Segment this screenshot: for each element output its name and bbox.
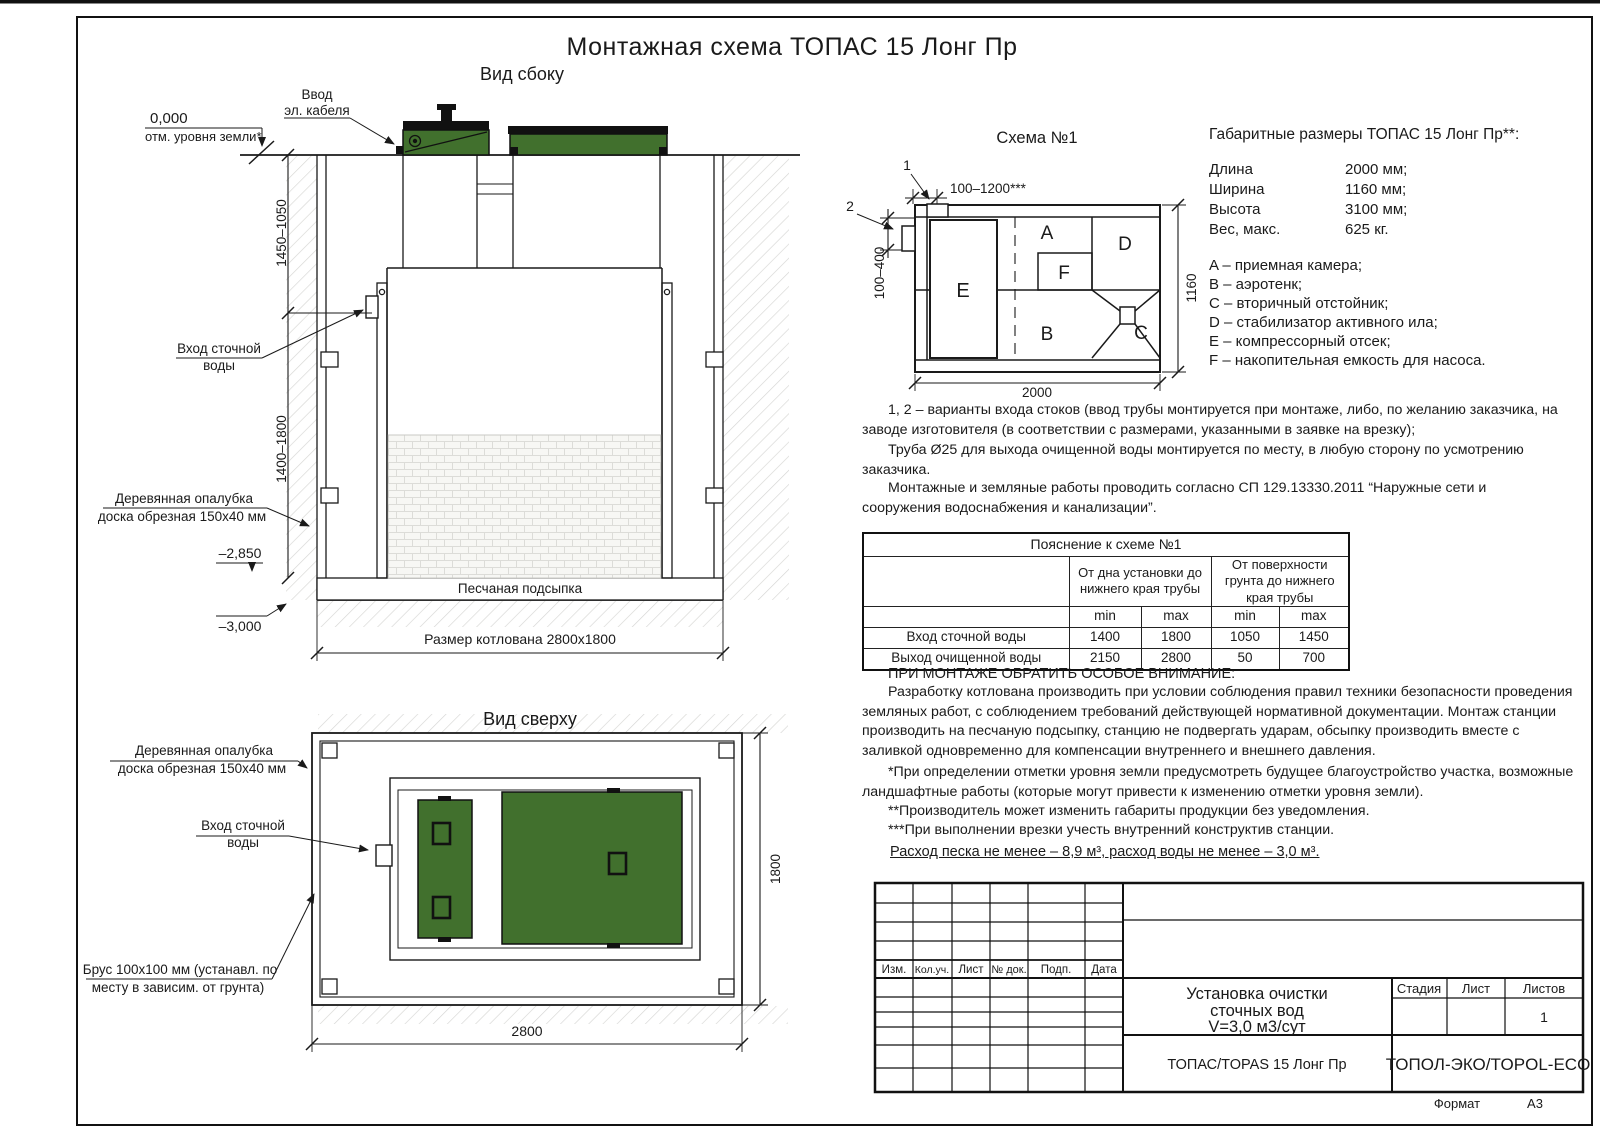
title-block: [875, 883, 1590, 1111]
table-max-header: max: [1141, 606, 1211, 627]
rev-grid-horizontals: [875, 903, 1123, 1068]
specs-list: [1209, 160, 1539, 240]
cell-value: 1400: [1069, 627, 1141, 648]
attention-body: Разработку котлована производить при условии соблюдения правил техники безопасности проведения земляных работ, с соблюдением требований действующей нормативной документации. Монтаж станции производить на песчаную подсыпку, станцию не подвергать ударам, обсыпку производить вместе с заливкой одновременно для компенсации внутреннего и внешнего давления.: [862, 684, 1573, 759]
spec-row: [1209, 180, 1539, 200]
consumption-note: Расход песка не менее – 8,9 м³, расход воды не менее – 3,0 м³.: [890, 844, 1320, 860]
dim-inlet-side-label: 100–400: [872, 246, 887, 300]
table-group-header: От дна установки до нижнего края трубы: [1069, 557, 1211, 607]
attention-heading: ПРИ МОНТАЖЕ ОБРАТИТЬ ОСОБОЕ ВНИМАНИЕ:: [888, 666, 1236, 682]
tank-rib-left: [377, 283, 387, 578]
legend-item: D – стабилизатор активного ила;: [1209, 314, 1438, 331]
top-view-title: Вид сверху: [483, 709, 577, 729]
rev-col-label: Дата: [1091, 964, 1117, 976]
legend-item: E – компрессорный отсек;: [1209, 333, 1391, 350]
spec-label: Вес, макс.: [1209, 221, 1281, 238]
note-regulations: Монтажные и земляные работы проводить согласно СП 129.13330.2011 “Наружные сети и сооружения водоснабжения и канализации”.: [862, 480, 1487, 516]
note-outlet-pipe: Труба Ø25 для выхода очищенной воды монтируется по месту, в любую сторону по усмотрению заказчика.: [862, 442, 1524, 478]
beam-leader: [272, 894, 314, 979]
clarifier-center: [1120, 307, 1135, 324]
page-title: Монтажная схема ТОПАС 15 Лонг Пр: [566, 33, 1018, 61]
row-label: Вход сточной воды: [863, 627, 1069, 648]
spec-value: 3100 мм;: [1345, 201, 1408, 218]
cable-entry-marker: [396, 146, 403, 154]
company-name: ТОПОЛ-ЭКО/TOPOL-ECO: [1385, 1055, 1591, 1074]
spec-row: [1209, 220, 1539, 240]
dim-inlet-top-label: 100–1200***: [950, 181, 1026, 196]
sheets-value: 1: [1540, 1009, 1548, 1025]
side-view-title: Вид сбоку: [480, 64, 564, 84]
sheet-label: Лист: [1461, 981, 1491, 996]
lid1-rim: [403, 121, 489, 130]
cell-value: 1050: [1211, 627, 1279, 648]
compartment-legend: [1209, 256, 1569, 370]
neck-channel: [477, 184, 513, 194]
table-empty-cell: [863, 606, 1069, 627]
pit-dim-label: Размер котлована 2800х1800: [424, 631, 616, 647]
backfill-texture: [388, 435, 661, 578]
legend-item: A – приемная камера;: [1209, 257, 1363, 274]
beam-label: Брус 100х100 мм (устанавл. по: [82, 962, 278, 977]
schema-drawing: [846, 129, 1199, 400]
lid-hinge: [438, 796, 451, 801]
specs-heading: Габаритные размеры ТОПАС 15 Лонг Пр**:: [1209, 126, 1520, 143]
sand-label: Песчаная подсыпка: [457, 581, 583, 596]
cell-value: 2800: [1141, 648, 1211, 670]
dim-upper-label: 1450–1050: [274, 199, 289, 267]
footnote-3: ***При выполнении врезки учесть внутренний конструктив станции.: [888, 822, 1335, 838]
rib-eyelet-right: [664, 289, 669, 294]
formwork-label: Деревянная опалубка: [134, 743, 274, 758]
doc-title: сточных вод: [1210, 1002, 1304, 1020]
inlet-stub: [366, 296, 378, 318]
rib-eyelet-left: [379, 289, 384, 294]
marker2-label: 2: [846, 198, 854, 214]
format-value: А3: [1527, 1096, 1543, 1111]
inlet-option2-box: [902, 226, 915, 251]
inlet-option1-box: [927, 204, 948, 217]
format-label: Формат: [1433, 1096, 1481, 1111]
formwork-label: Деревянная опалубка: [114, 491, 254, 506]
soil-hatch-bottom: [317, 601, 723, 627]
table-group-header: От поверхности грунта до нижнего края трубы: [1211, 557, 1349, 607]
cell-value: 50: [1211, 648, 1279, 670]
soil-hatch-bottom: [318, 1006, 788, 1024]
dim-width-label: 2800: [511, 1023, 543, 1039]
table-min-header: min: [1069, 606, 1141, 627]
lid-hinge: [438, 937, 451, 942]
spec-value: 1160 мм;: [1345, 181, 1407, 198]
inlet-stub-plan: [376, 845, 392, 866]
inlet-label: Вход сточной: [177, 341, 261, 356]
row-label: Выход очищенной воды: [863, 648, 1069, 670]
large-lid-plan: [502, 792, 682, 944]
elev-bottom-label: –3,000: [218, 618, 262, 634]
doc-title: V=3,0 м3/сут: [1208, 1018, 1306, 1036]
spec-label: Ширина: [1209, 181, 1265, 198]
dim-lower-label: 1400–1800: [274, 415, 289, 483]
vent-cap: [437, 104, 456, 110]
clamp-block: [706, 488, 723, 503]
lid1-latch-dot: [413, 139, 417, 143]
spec-label: Длина: [1209, 161, 1253, 178]
soil-hatch-right: [723, 156, 789, 600]
rev-col-label: Изм.: [881, 964, 907, 976]
cable-entry-label: Ввод: [301, 87, 333, 102]
table-corner-cell: [863, 557, 1069, 607]
cell-value: 2150: [1069, 648, 1141, 670]
lid2-cover: [510, 134, 667, 155]
cable-entry-label: эл. кабеля: [284, 103, 350, 118]
rev-col-label: Подп.: [1040, 964, 1072, 976]
formwork-leader: [298, 761, 307, 768]
side-view-drawing: [98, 64, 800, 661]
dim-width-label: 1160: [1184, 273, 1199, 303]
clamp-block: [321, 488, 338, 503]
tank-rib-right: [662, 283, 672, 578]
tank-neck: [403, 155, 660, 268]
legend-item: C – вторичный отстойник;: [1209, 295, 1389, 312]
lid-hinge: [607, 788, 620, 793]
rev-col-label: № док.: [991, 964, 1027, 976]
compartment-f-label: F: [1058, 263, 1070, 284]
spec-value: 2000 мм;: [1345, 161, 1408, 178]
cell-value: 1450: [1279, 627, 1349, 648]
note-inlet-options: 1, 2 – варианты входа стоков (ввод трубы монтируется при монтаже, либо, по желанию заказчика, на заводе изготовителя (в соответствии с размерами, указанными в заявке на врезку);: [862, 402, 1558, 438]
spec-row: [1209, 200, 1539, 220]
product-name: ТОПАС/TOPAS 15 Лонг Пр: [1167, 1057, 1347, 1073]
marker1-label: 1: [903, 157, 911, 173]
table-max-header: max: [1279, 606, 1349, 627]
footnote-2: **Производитель может изменить габариты продукции без уведомления.: [888, 803, 1370, 819]
zero-mark-label: 0,000: [150, 110, 188, 127]
inlet-label: воды: [227, 835, 259, 850]
soil-hatch-left: [286, 156, 317, 600]
cell-value: 700: [1279, 648, 1349, 670]
clamp-block: [706, 352, 723, 367]
formwork-label: доска обрезная 150х40 мм: [97, 509, 267, 524]
lid2-rim: [508, 126, 668, 134]
elev-bottom-leader: [267, 604, 286, 616]
table-min-header: min: [1211, 606, 1279, 627]
compartment-e-label: E: [956, 280, 970, 302]
elev-sand-label: –2,850: [218, 545, 262, 561]
legend-item: F – накопительная емкость для насоса.: [1209, 352, 1486, 369]
spec-value: 625 кг.: [1345, 221, 1389, 238]
schema-title: Схема №1: [996, 129, 1078, 147]
rev-col-label: Лист: [958, 964, 984, 976]
cell-value: 1800: [1141, 627, 1211, 648]
lid2-clip: [510, 147, 518, 155]
vent-pipe: [441, 110, 452, 121]
beam-label: месту в зависим. от грунта): [91, 980, 265, 995]
dim-length-label: 2000: [1021, 385, 1053, 400]
clamp-block: [321, 352, 338, 367]
lid-hinge: [607, 943, 620, 948]
table-title: Пояснение к схеме №1: [863, 533, 1349, 557]
sheets-label: Листов: [1522, 981, 1566, 996]
label-underlines: [86, 761, 298, 979]
spec-row: [1209, 160, 1539, 180]
spec-label: Высота: [1209, 201, 1261, 218]
compartment-b-label: B: [1040, 324, 1054, 345]
top-view-drawing: [83, 709, 788, 1052]
compartment-d-label: D: [1118, 234, 1132, 255]
compartment-a-label: A: [1040, 223, 1054, 244]
dim-depth-label: 1800: [768, 853, 783, 885]
explanation-table: [862, 532, 1350, 671]
stage-label: Стадия: [1396, 981, 1442, 996]
inlet-label: Вход сточной: [201, 818, 285, 833]
cable-leader: [350, 118, 394, 144]
doc-title: Установка очистки: [1186, 985, 1328, 1003]
inlet-label: воды: [203, 358, 235, 373]
marker1-leader: [911, 174, 929, 199]
rev-grid-verticals: [913, 883, 1085, 1092]
footnote-1: *При определении отметки уровня земли предусмотреть будущее благоустройство участка, возможные ландшафтные работы (которые могут привести к изменению отметки уровня земли).: [862, 764, 1574, 800]
compartment-c-label: C: [1134, 323, 1148, 344]
lid2-clip: [659, 147, 667, 155]
formwork-label: доска обрезная 150х40 мм: [117, 761, 287, 776]
legend-item: B – аэротенк;: [1209, 276, 1303, 293]
table-row: [863, 627, 1349, 648]
rev-col-label: Кол.уч.: [914, 964, 950, 976]
ground-note-label: отм. уровня земли*: [145, 129, 262, 144]
